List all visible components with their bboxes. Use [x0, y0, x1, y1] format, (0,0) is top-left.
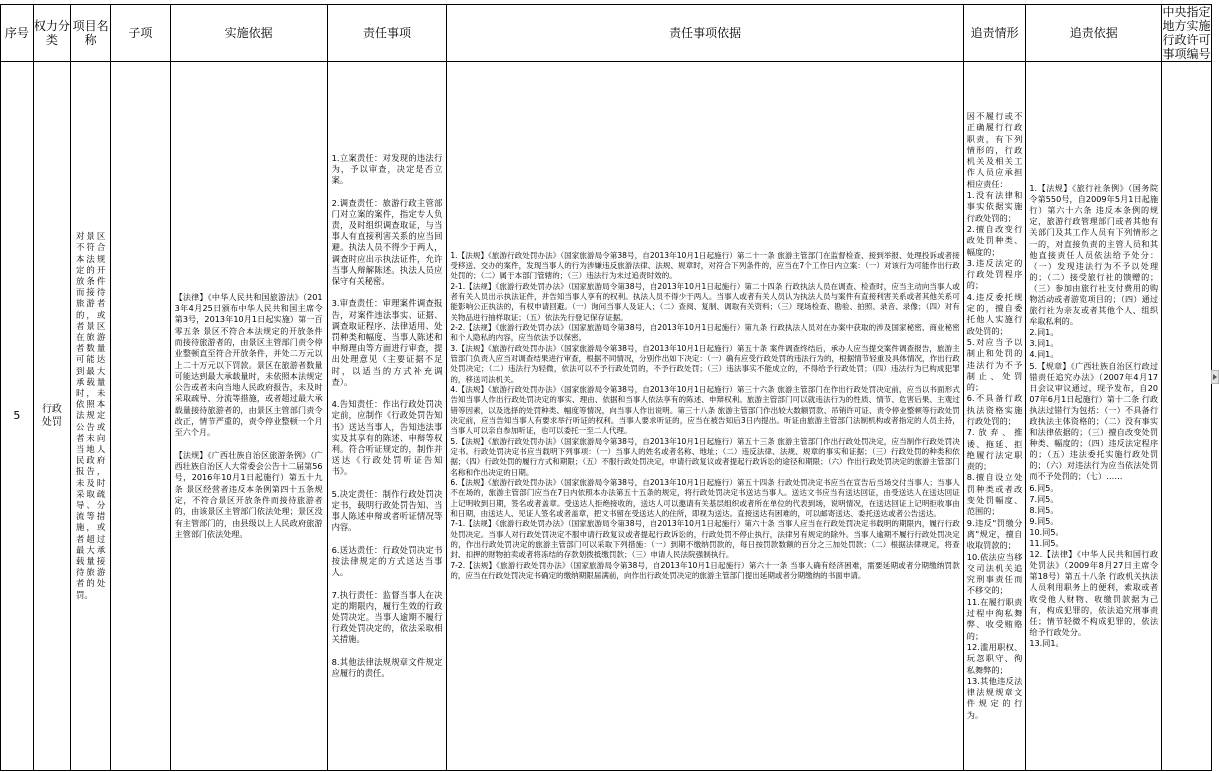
- cell-item-name: [70, 62, 110, 771]
- header-category: 权力分类: [33, 5, 70, 62]
- cell-accountability-basis: [1026, 62, 1162, 771]
- impl-basis-text: 【法律】《中华人民共和国旅游法》（2013年4月25日颁布中华人民共和国主席令第3号，2013年10月1日起实施）第一百零五条 景区不符合本法规定的开放条件而接待旅游者的，由景区主管部门责令停业整顿直至符合开放条件，并处二万元以上二十万元以下罚款。景区在旅游者数量可能达到最大承载量时，未依照本法规定公告或者未向当地人民政府报告，未及时采取疏导、分流等措施，或者超过最大承载量接待旅游者的，由景区主管部门责令改正，情节严重的，责令停业整顿一个月至六个月。 【法规】《广西壮族自治区旅游条例》（广西壮族自治区人大常委会公告十二届第56号，2016年10月1日起施行）第五十九条 景区经营者违反本条例第四十五条规定，不符合景区开放条件而接待旅游者的，由该景区主管部门依法处理；景区没有主管部门的，由县级以上人民政府旅游主管部门依法处理。: [174, 291, 323, 539]
- duty-basis-text: 1.【法规】《旅游行政处罚办法》（国家旅游局令第38号，自2013年10月1日起施行）第二十一条 旅游主管部门在监督检查、接到举报、处理投诉或者接受移送、交办的案件，发现当事人的行为涉嫌违反旅游法律、法规、规章时，对符合下列条件的，应当在7个工作日内立案：（一）对该行为可能作出行政处罚的；（二）属于本部门管辖的；（三）违法行为未过追责时效的。 2-1.【法规】《旅游行政处罚办法》（国家旅游局令第38号，自2013年10月1日起施行）第二十四条 行政执法人员在调查、检查时，应当主动向当事人或者有关人员出示执法证件，并告知当事人享有的权利。执法人员不得少于两人。当事人或者有关人员认为执法人员与案件有直接利害关系或者其他关系可能影响公正执法的，有权申请回避。（一）询问当事人及证人；（二）查阅、复制、调取有关资料；（三）现场检查、勘验、拍照、录音、录像；（四）对有关物品进行抽样取证；（五）依法先行登记保存证据。 2-2.【法规】《旅游行政处罚办法》（国家旅游局令第38号，自2013年10月1日起施行）第九条 行政执法人员对在办案中获取的涉及国家秘密、商业秘密和个人隐私的内容，应当依法予以保密。 3.【法规】《旅游行政处罚办法》（国家旅游局令第38号，自2013年10月1日起施行）第五十条 案件调查终结后，承办人应当提交案件调查报告，旅游主管部门负责人应当对调查结果进行审查，根据不同情况，分别作出如下决定：（一）确有应受行政处罚的违法行为的，根据情节轻重及具体情况，作出行政处罚决定；（二）违法行为轻微，依法可以不予行政处罚的，不予行政处罚；（三）违法事实不能成立的，不得给予行政处罚；（四）违法行为已构成犯罪的，移送司法机关。 4.【法规】《旅游行政处罚办法》（国家旅游局令第38号，自2013年10月1日起施行）第三十六条 旅游主管部门在作出行政处罚决定前，应当以书面形式告知当事人作出行政处罚决定的事实、理由、依据和当事人依法享有的陈述、申辩权利。旅游主管部门可以就违法行为的性质、情节、危害后果、主观过错等因素，以及选择的处罚种类、幅度等情况，向当事人作出说明。第三十八条 旅游主管部门作出较大数额罚款、吊销许可证、责令停业整顿等行政处罚决定前，应当告知当事人有要求举行听证的权利。当事人要求听证的，应当在被告知后3日内提出。听证由旅游主管部门法制机构或者指定的人员主持，当事人可以亲自参加听证，也可以委托一至二人代理。 5.【法规】《旅游行政处罚办法》（国家旅游局令第38号，自2013年10月1日起施行）第五十三条 旅游主管部门作出行政处罚决定，应当制作行政处罚决定书。行政处罚决定书应当载明下列事项：（一）当事人的姓名或者名称、地址；（二）违反法律、法规、规章的事实和证据；（三）行政处罚的种类和依据；（四）行政处罚的履行方式和期限；（五）不服行政处罚决定，申请行政复议或者提起行政诉讼的途径和期限；（六）作出行政处罚决定的旅游主管部门名称和作出决定的日期。 6.【法规】《旅游行政处罚办法》（国家旅游局令第38号，自2013年10月1日起施行）第五十四条 行政处罚决定书应当在宣告后当场交付当事人；当事人不在场的，旅游主管部门应当在7日内依照本办法第五十五条的规定，将行政处罚决定书送达当事人。送达文书应当有送达回证，由受送达人在送达回证上记明收到日期，签名或者盖章。受送达人拒绝接收的，送达人可以邀请有关基层组织或者所在单位的代表到场，说明情况，在送达回证上记明拒收事由和日期，由送达人、见证人签名或者盖章，把文书留在受送达人的住所，即视为送达。直接送达有困难的，可以邮寄送达、委托送达或者公告送达。 7-1.【法规】《旅游行政处罚办法》（国家旅游局令第38号，自2013年10月1日起施行）第六十条 当事人应当在行政处罚决定书载明的期限内，履行行政处罚决定。当事人对行政处罚决定不服申请行政复议或者提起行政诉讼的，行政处罚不停止执行，法律另有规定的除外。当事人逾期不履行行政处罚决定的，作出行政处罚决定的旅游主管部门可以采取下列措施：（一）到期不缴纳罚款的，每日按罚款数额的百分之三加处罚款；（二）根据法律规定，将查封、扣押的财物拍卖或者将冻结的存款划拨抵缴罚款；（三）申请人民法院强制执行。 7-2.【法规】《旅游行政处罚办法》（国家旅游局令第38号，自2013年10月1日起施行）第六十一条 当事人确有经济困难，需要延期或者分期缴纳罚款的，应当在行政处罚决定书确定的缴纳期限届满前，向作出行政处罚决定的旅游主管部门提出延期或者分期缴纳的书面申请。: [450, 250, 960, 581]
- cell-duty-basis: [447, 62, 963, 771]
- cell-code: [1162, 62, 1212, 771]
- header-seq: 序号: [1, 5, 34, 62]
- header-duty-basis: 责任事项依据: [447, 5, 963, 62]
- accountability-basis-text: 1.【法规】《旅行社条例》（国务院令第550号，自2009年5月1日起施行）第六十六条 违反本条例的规定，旅游行政管理部门或者其他有关部门及其工作人员有下列情形之一的，对直接负责的主管人员和其他直接责任人员依法给予处分：（一）发现违法行为不予以处理的；（二）接受旅行社的馈赠的；（三）参加由旅行社支付费用的购物活动或者游览项目的；（四）通过旅行社为亲友或者其他个人、组织牟取私利的。 2.同1。 3.同1。 4.同1。 5.【规章】《广西壮族自治区行政过错责任追究办法》（2007年4月17日会议审议通过，现予发布，自2007年6月1日起施行）第十二条 行政执法过错行为包括：（一）不具备行政执法主体资格的；（二）没有事实和法律依据的；（三）擅自改变处罚种类、幅度的；（四）违反法定程序的；（五）违法委托实施行政处罚的；（六）对违法行为应当依法处罚而不予处罚的；（七）…… 6.同5。 7.同5。 8.同5。 9.同5。 10.同5。 11.同5。 12.【法律】《中华人民共和国行政处罚法》（2009年8月27日主席令第18号）第五十八条 行政机关执法人员利用职务上的便利，索取或者收受他人财物、收缴罚款据为己有，构成犯罪的，依法追究刑事责任；情节轻微不构成犯罪的，依法给予行政处分。 13.同1。: [1029, 183, 1159, 648]
- duty-text: 1.立案责任：对发现的违法行为，予以审查，决定是否立案。 2.调查责任：旅游行政主管部门对立案的案件，指定专人负责，及时组织调查取证，与当事人有直接利害关系的应当回避。执法人员不得少于两人，调查时应出示执法证件，允许当事人辩解陈述。执法人员应保守有关秘密。 3.审查责任：审理案件调查报告，对案件违法事实、证据、调查取证程序、法律适用、处罚种类和幅度、当事人陈述和申辩理由等方面进行审查，提出处理意见（主要证据不足时，以适当的方式补充调查）。 4.告知责任：作出行政处罚决定前，应制作《行政处罚告知书》送达当事人，告知违法事实及其享有的陈述、申辩等权利。符合听证规定的，制作并送达《行政处罚听证告知书》。 5.决定责任：制作行政处罚决定书，载明行政处罚告知、当事人陈述申辩或者听证情况等内容。 6.送达责任：行政处罚决定书按法律规定的方式送达当事人。 7.执行责任：监督当事人在决定的期限内，履行生效的行政处罚决定。当事人逾期不履行行政处罚决定的，依法采取相关措施。 8.其他法律法规规章文件规定应履行的责任。: [331, 152, 443, 679]
- header-accountability-cases: 追责情形: [963, 5, 1026, 62]
- power-list-table: [0, 4, 1212, 771]
- category-text: 行政处罚: [41, 404, 62, 428]
- cell-accountability-cases: [963, 62, 1026, 771]
- accountability-cases-text: 因不履行或不正确履行行政职责，有下列情形的，行政机关及相关工作人员应承担相应责任： 1.没有法律和事实依据实施行政处罚的； 2.擅自改变行政处罚种类、幅度的； 3.违反法定的行政处罚程序的； 4.违反委托规定的，擅自委托他人实施行政处罚的； 5.对应当予以制止和处罚的违法行为不予制止、处罚的； 6.不具备行政执法资格实施行政处罚的； 7.放弃、推诿、拖延、拒绝履行法定职责的； 8.擅自设立处罚种类或者改变处罚幅度、范围的； 9.违反"罚缴分离"规定，擅自收取罚款的； 10.依法应当移交司法机关追究刑事责任而不移交的； 11.在履行职责过程中徇私舞弊、收受贿赂的； 12.滥用职权、玩忽职守、徇私舞弊的； 13.其他违反法律法规规章文件规定的行为。: [966, 110, 1023, 720]
- header-impl-basis: 实施依据: [170, 5, 327, 62]
- header-code: 中央指定地方实施行政许可事项编号: [1162, 5, 1211, 61]
- seq-text: 5: [13, 409, 21, 423]
- header-row: [1, 5, 1212, 62]
- header-duty: 责任事项: [327, 5, 447, 62]
- cell-impl-basis: [170, 62, 327, 771]
- header-item-name: 项目名称: [70, 5, 110, 62]
- cell-sub-item: [111, 62, 170, 771]
- header-sub-item: 子项: [111, 5, 170, 62]
- scroll-handle[interactable]: [1211, 370, 1219, 384]
- item-name-text: 对景区不符合本法规定的开放条件而接待旅游者的，或者景区在旅游者数量可能达到最大承载量时，未依照本法规定公告或者未向当地人民政府报告，未及时采取疏导、分流等措施，或者超过最大承载量接待旅游者的处罚。: [75, 231, 106, 600]
- table-row: [1, 62, 1212, 771]
- cell-seq: [1, 62, 34, 771]
- cell-category: [33, 62, 70, 771]
- cell-duty: [327, 62, 447, 771]
- header-accountability-basis: 追责依据: [1026, 5, 1162, 62]
